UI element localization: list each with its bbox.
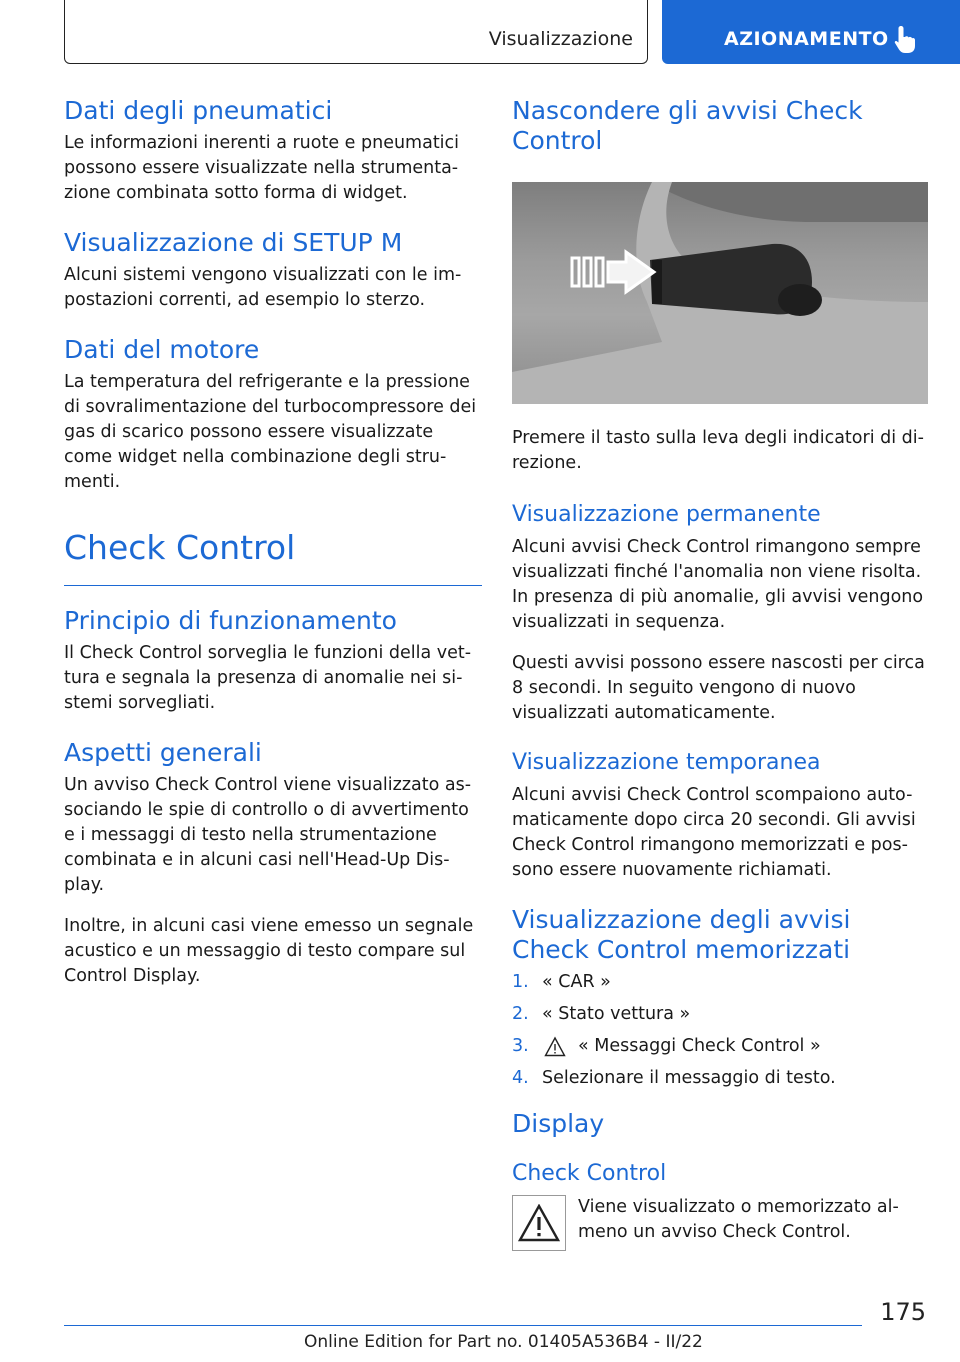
header-section-label: Visualizzazione xyxy=(488,28,633,50)
check-control-indicator-row xyxy=(512,1195,930,1251)
step-item: 4. Selezionare il messaggio di testo. xyxy=(512,1068,836,1088)
page-number: 175 xyxy=(880,1298,926,1326)
step-item: 2. « Stato vettura » xyxy=(512,1004,691,1024)
stored-messages-steps xyxy=(512,970,930,1091)
permanent-display-heading: Visualizzazione permanente xyxy=(512,502,821,527)
temporary-display-heading: Visualizzazione temporanea xyxy=(512,750,821,775)
header-chapter-tab xyxy=(662,0,960,64)
chapter-divider xyxy=(64,585,482,586)
footer-edition: Online Edition for Part no. 01405A536B4 - II/22 xyxy=(304,1332,703,1352)
permanent-display-text-1: Alcuni avvisi Check Control rimangono sempre visualizzati finché l'anomalia non viene risolta. In presenza di più anomalie, gli avvisi vengono visualizzati in sequenza. xyxy=(512,537,924,632)
pointing-hand-icon xyxy=(892,24,918,54)
left-column xyxy=(64,96,482,1005)
temporary-display-text: Alcuni avvisi Check Control scompaiono auto-maticamente dopo circa 20 secondi. Gli avvisi Check Control rimangono memorizzati e pos-sono essere nuovamente richiamati. xyxy=(512,785,916,880)
check-control-sub-text: Viene visualizzato o memorizzato al-meno un avviso Check Control. xyxy=(578,1197,899,1242)
warning-indicator-box xyxy=(512,1195,566,1251)
check-control-sub-heading: Check Control xyxy=(512,1161,667,1186)
hide-messages-heading: Nascondere gli avvisi Check Control xyxy=(512,96,863,155)
step-item: 3. « Messaggi Check Control » xyxy=(512,1036,821,1056)
permanent-display-text-2: Questi avvisi possono essere nascosti per circa 8 secondi. In seguito vengono di nuovo visualizzati automaticamente. xyxy=(512,653,925,723)
step-item: 1. « CAR » xyxy=(512,972,611,992)
general-aspects-text-1: Un avviso Check Control viene visualizzato as-sociando le spie di controllo o di avvertimento e i messaggi di testo nella strumentazione combinata e in alcuni casi nell'Head-Up Dis-play. xyxy=(64,775,472,895)
principle-text: Il Check Control sorveglia le funzioni della vet-tura e segnala la presenza di anomalie nei si-stemi sorvegliati. xyxy=(64,643,472,713)
general-aspects-text-2: Inoltre, in alcuni casi viene emesso un segnale acustico e un messaggio di testo compare sul Control Display. xyxy=(64,916,474,986)
tyre-data-heading: Dati degli pneumatici xyxy=(64,96,333,125)
warning-triangle-icon xyxy=(518,1204,560,1242)
header-chapter-label: AZIONAMENTO xyxy=(724,28,889,50)
stored-messages-heading: Visualizzazione degli avvisi Check Control memorizzati xyxy=(512,905,851,964)
hide-messages-text: Premere il tasto sulla leva degli indicatori di di-rezione. xyxy=(512,428,924,473)
turn-signal-lever-photo xyxy=(512,182,928,404)
principle-heading: Principio di funzionamento xyxy=(64,606,397,635)
engine-data-text: La temperatura del refrigerante e la pressione di sovralimentazione del turbocompressore dei gas di scarico possono essere visualizzate come widget nella combinazione degli stru-menti. xyxy=(64,372,477,492)
general-aspects-heading: Aspetti generali xyxy=(64,738,262,767)
lever-illustration xyxy=(512,182,928,404)
check-control-chapter-title: Check Control xyxy=(64,528,296,567)
right-column xyxy=(512,96,930,1251)
engine-data-heading: Dati del motore xyxy=(64,335,260,364)
tyre-data-text: Le informazioni inerenti a ruote e pneumatici possono essere visualizzate nella strumenta-zione combinata sotto forma di widget. xyxy=(64,133,460,203)
display-heading: Display xyxy=(512,1109,605,1138)
setup-text: Alcuni sistemi vengono visualizzati con le im-postazioni correnti, ad esempio lo sterzo. xyxy=(64,265,462,310)
header-section-tab xyxy=(64,0,648,64)
warning-triangle-icon xyxy=(544,1036,566,1058)
footer-divider xyxy=(64,1325,862,1326)
setup-heading: Visualizzazione di SETUP M xyxy=(64,228,403,257)
